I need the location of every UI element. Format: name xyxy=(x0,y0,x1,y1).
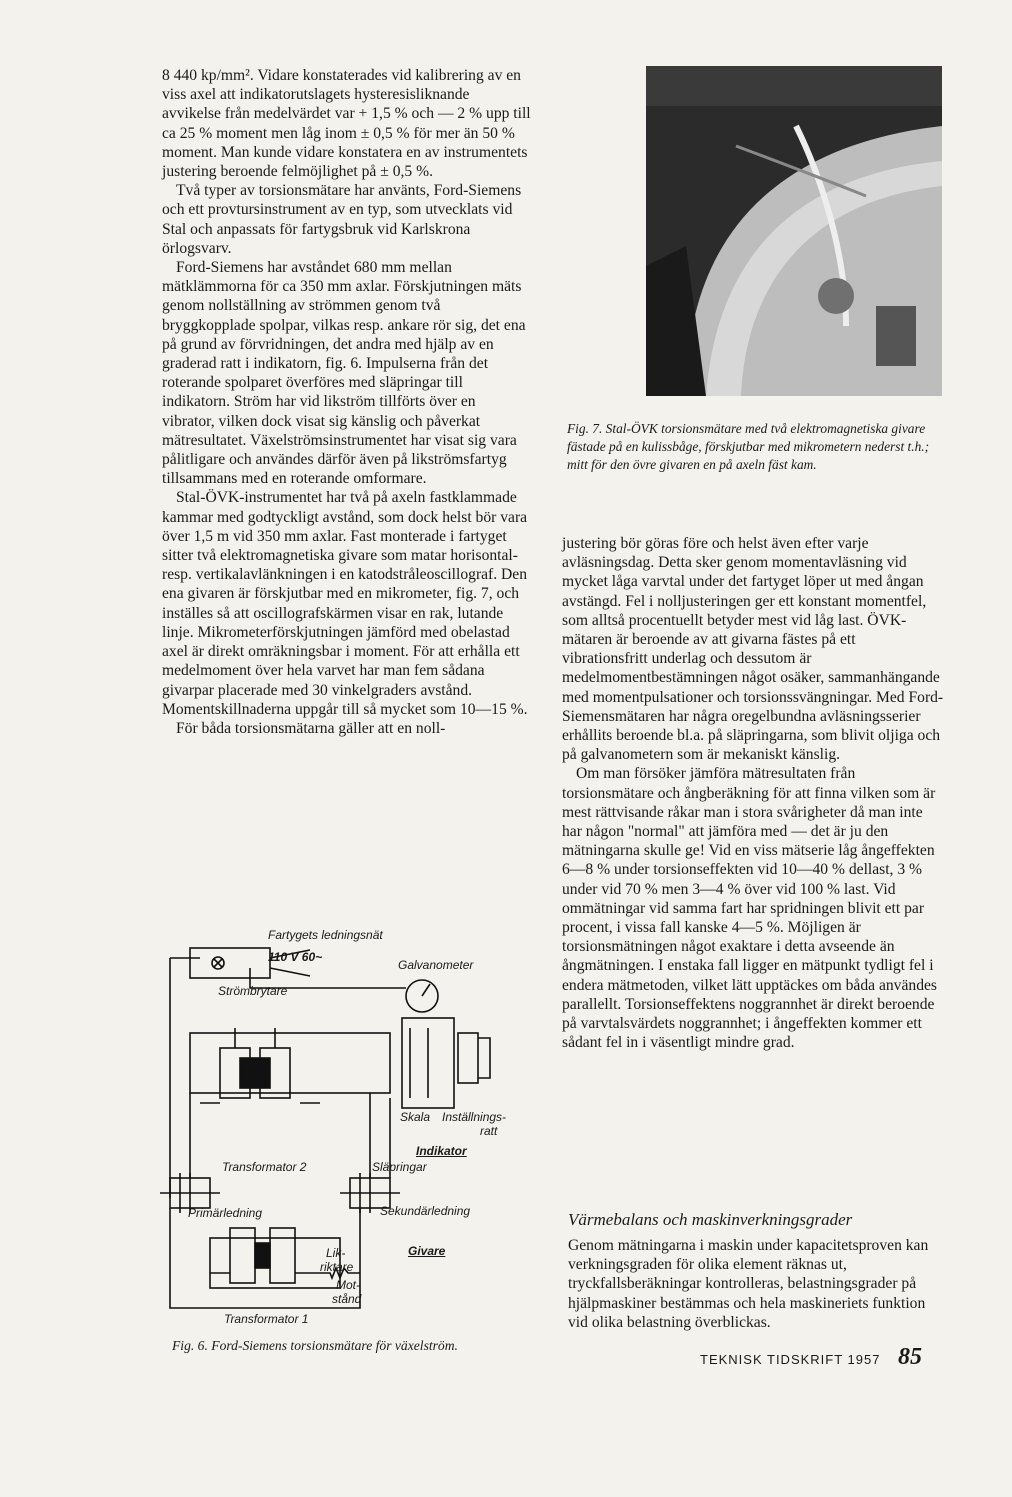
page-number: 85 xyxy=(898,1344,922,1370)
label-secondary: Sekundärledning xyxy=(380,1204,471,1218)
paragraph: Två typer av torsionsmätare har använts, Ford-Siemens och ett provtursinstrument av en typ, som utvecklats vid Stal och anpassats för fartygsbruk vid Karlskrona örlogsvarv. xyxy=(162,182,522,257)
paragraph: Om man försöker jämföra mätresultaten från torsionsmätare och ångberäkning för att finna vilken som är mest rättvisande råkar man i stora svårigheter då man inte har någon "normal" att jämföra med — det är ju den mätningarna skulle ge! Vid en viss mätserie låg ångeffekten 6—8 % under torsionseffekten vid 10—40 % dellast, 3 % under vid 70 % men 3—4 % över vid 100 % last. Vid ommätningar vid samma fart har spridningen blivit ett par procent, i vissa fall kanske 4—5 %. Möjligen är torsionsmätningen något exaktare i detta avseende än ångmätningen. I enstaka fall ligger en mätpunkt tydligt fel i endera mätmetoden, vilket lätt upptäckes om båda användes parallellt. Torsionseffektens noggrannhet är direkt beroende på varvtalsvärdets noggrannhet; i ångeffekten kommer ett sådant fel in i väsentligt mindre grad. xyxy=(562,765,937,1052)
label-sensor: Givare xyxy=(408,1244,446,1258)
fig7-photo xyxy=(646,66,942,396)
label-voltage: 110 V 60~ xyxy=(268,950,323,964)
paragraph: För båda torsionsmätarna gäller att en noll- xyxy=(176,719,446,737)
label-sliprings: Släpringar xyxy=(372,1160,427,1174)
label-knob2: ratt xyxy=(480,1124,498,1138)
paragraph: 8 440 kp/mm². Vidare konstaterades vid kalibrering av en viss axel att indikatorutslagets hysteresisliknande avvikelse från medelvärdet var + 1,5 % och — 2 % upp till ca 25 % moment men låg inom ± 0,5 % för mer än 50 % moment. Man kunde vidare konstatera en av instrumentets justering beroende felmöjlighet på ± 0,5 %. xyxy=(162,67,531,181)
label-net: Fartygets ledningsnät xyxy=(268,928,383,942)
label-primary: Primärledning xyxy=(188,1206,263,1220)
label-transformer1: Transformator 1 xyxy=(224,1312,309,1326)
fig7-caption: Fig. 7. Stal-ÖVK torsionsmätare med två elektromagnetiska givare fästade på en kulissbåge, förskjutbar med mikrometern nederst t.h.; mitt för den övre givaren en på axeln fäst kam. xyxy=(567,421,930,472)
section-heading: Värmebalans och maskinverkningsgrader xyxy=(568,1210,853,1229)
label-switch: Strömbrytare xyxy=(218,984,288,998)
label-galvanometer: Galvanometer xyxy=(398,958,474,972)
paragraph: Stal-ÖVK-instrumentet har två på axeln fastklammade kammar med godtyckligt avstånd, som dock helst bör vara över 1,5 m vid 350 mm axlar. Fast monterade i fartyget sitter två elektromagnetiska givare som matar horisontal- resp. vertikalavlänkningen i en katodstråleoscillograf. Den ena givaren är förskjutbar med en mikrometer, fig. 7, och inställes så att oscillografskärmen visar en rak, lutande linje. Mikrometerförskjutningen jämförd med obelastad axel är direkt omräkningsbar i moment. För att erhålla ett medelmoment över hela varvet har man fem sådana givarpar placerade med 30 vinkelgraders avstånd. Momentskillnaderna uppgår till så mycket som 10—15 %. xyxy=(162,489,528,718)
paragraph: Genom mätningarna i maskin under kapacitetsproven kan verkningsgraden för olika element räknas ut, tryckfallsberäkningar kontrolleras, belastningsgrader på hjälpmaskiner bestämmas och hela maskineriets funktion vid olika belastning överblickas. xyxy=(568,1237,929,1331)
label-resistor: Mot- xyxy=(336,1278,360,1292)
section-text-block xyxy=(568,1236,946,1332)
label-rectifier2: riktare xyxy=(320,1260,354,1274)
fig6-caption: Fig. 6. Ford-Siemens torsionsmätare för växelström. xyxy=(172,1338,458,1353)
label-rectifier: Lik- xyxy=(326,1246,346,1260)
paragraph: Ford-Siemens har avståndet 680 mm mellan mätklämmorna för ca 350 mm axlar. Förskjutningen mäts genom nollställning av strömmen genom två bryggkopplade spolpar, vilkas resp. ankare rör sig, det ena på grund av förvridningen, det andra med hjälp av en graderad ratt i indikatorn, fig. 6. Impulserna från det roterande spolparet överföres med släpringar till indikatorn. Ström har vid likström tillförts över en vibrator, vilken dock visat sig känslig och påverkat mätresultatet. Växelströmsinstrumentet har visat sig vara pålitligare och användes därför även på likströmsfartyg tillsammans med en roterande omformare. xyxy=(162,259,526,488)
label-resistor2: stånd xyxy=(332,1292,362,1306)
fig6-diagram xyxy=(160,928,520,1328)
right-column xyxy=(562,534,944,1052)
left-column xyxy=(162,66,532,738)
footer-journal: TEKNISK TIDSKRIFT 1957 xyxy=(700,1352,881,1367)
paragraph: justering bör göras före och helst även efter varje avläsningsdag. Detta sker genom momentavläsning vid mycket låga varvtal under det fartyget löper ut med ångan avstängd. Fel i nolljusteringen ger ett konstant momentfel, som alltså procentuellt betyder mest vid låg last. ÖVK-mätaren är beroende av att givarna fästes på ett vibrationsfritt underlag och dessutom är medelmomentbestämningen något osäker, sammanhängande med momentpulsationer och torsionssvängningar. Med Ford-Siemensmätaren har några oregelbundna avläsningsserier erhållits beroende bl.a. på släpringarna, som blivit oljiga och på galvanometern som är mekaniskt känslig. xyxy=(562,535,944,764)
label-scale: Skala xyxy=(400,1110,431,1124)
label-transformer2: Transformator 2 xyxy=(222,1160,307,1174)
label-knob: Inställnings- xyxy=(442,1110,507,1124)
label-indicator: Indikator xyxy=(416,1144,467,1158)
